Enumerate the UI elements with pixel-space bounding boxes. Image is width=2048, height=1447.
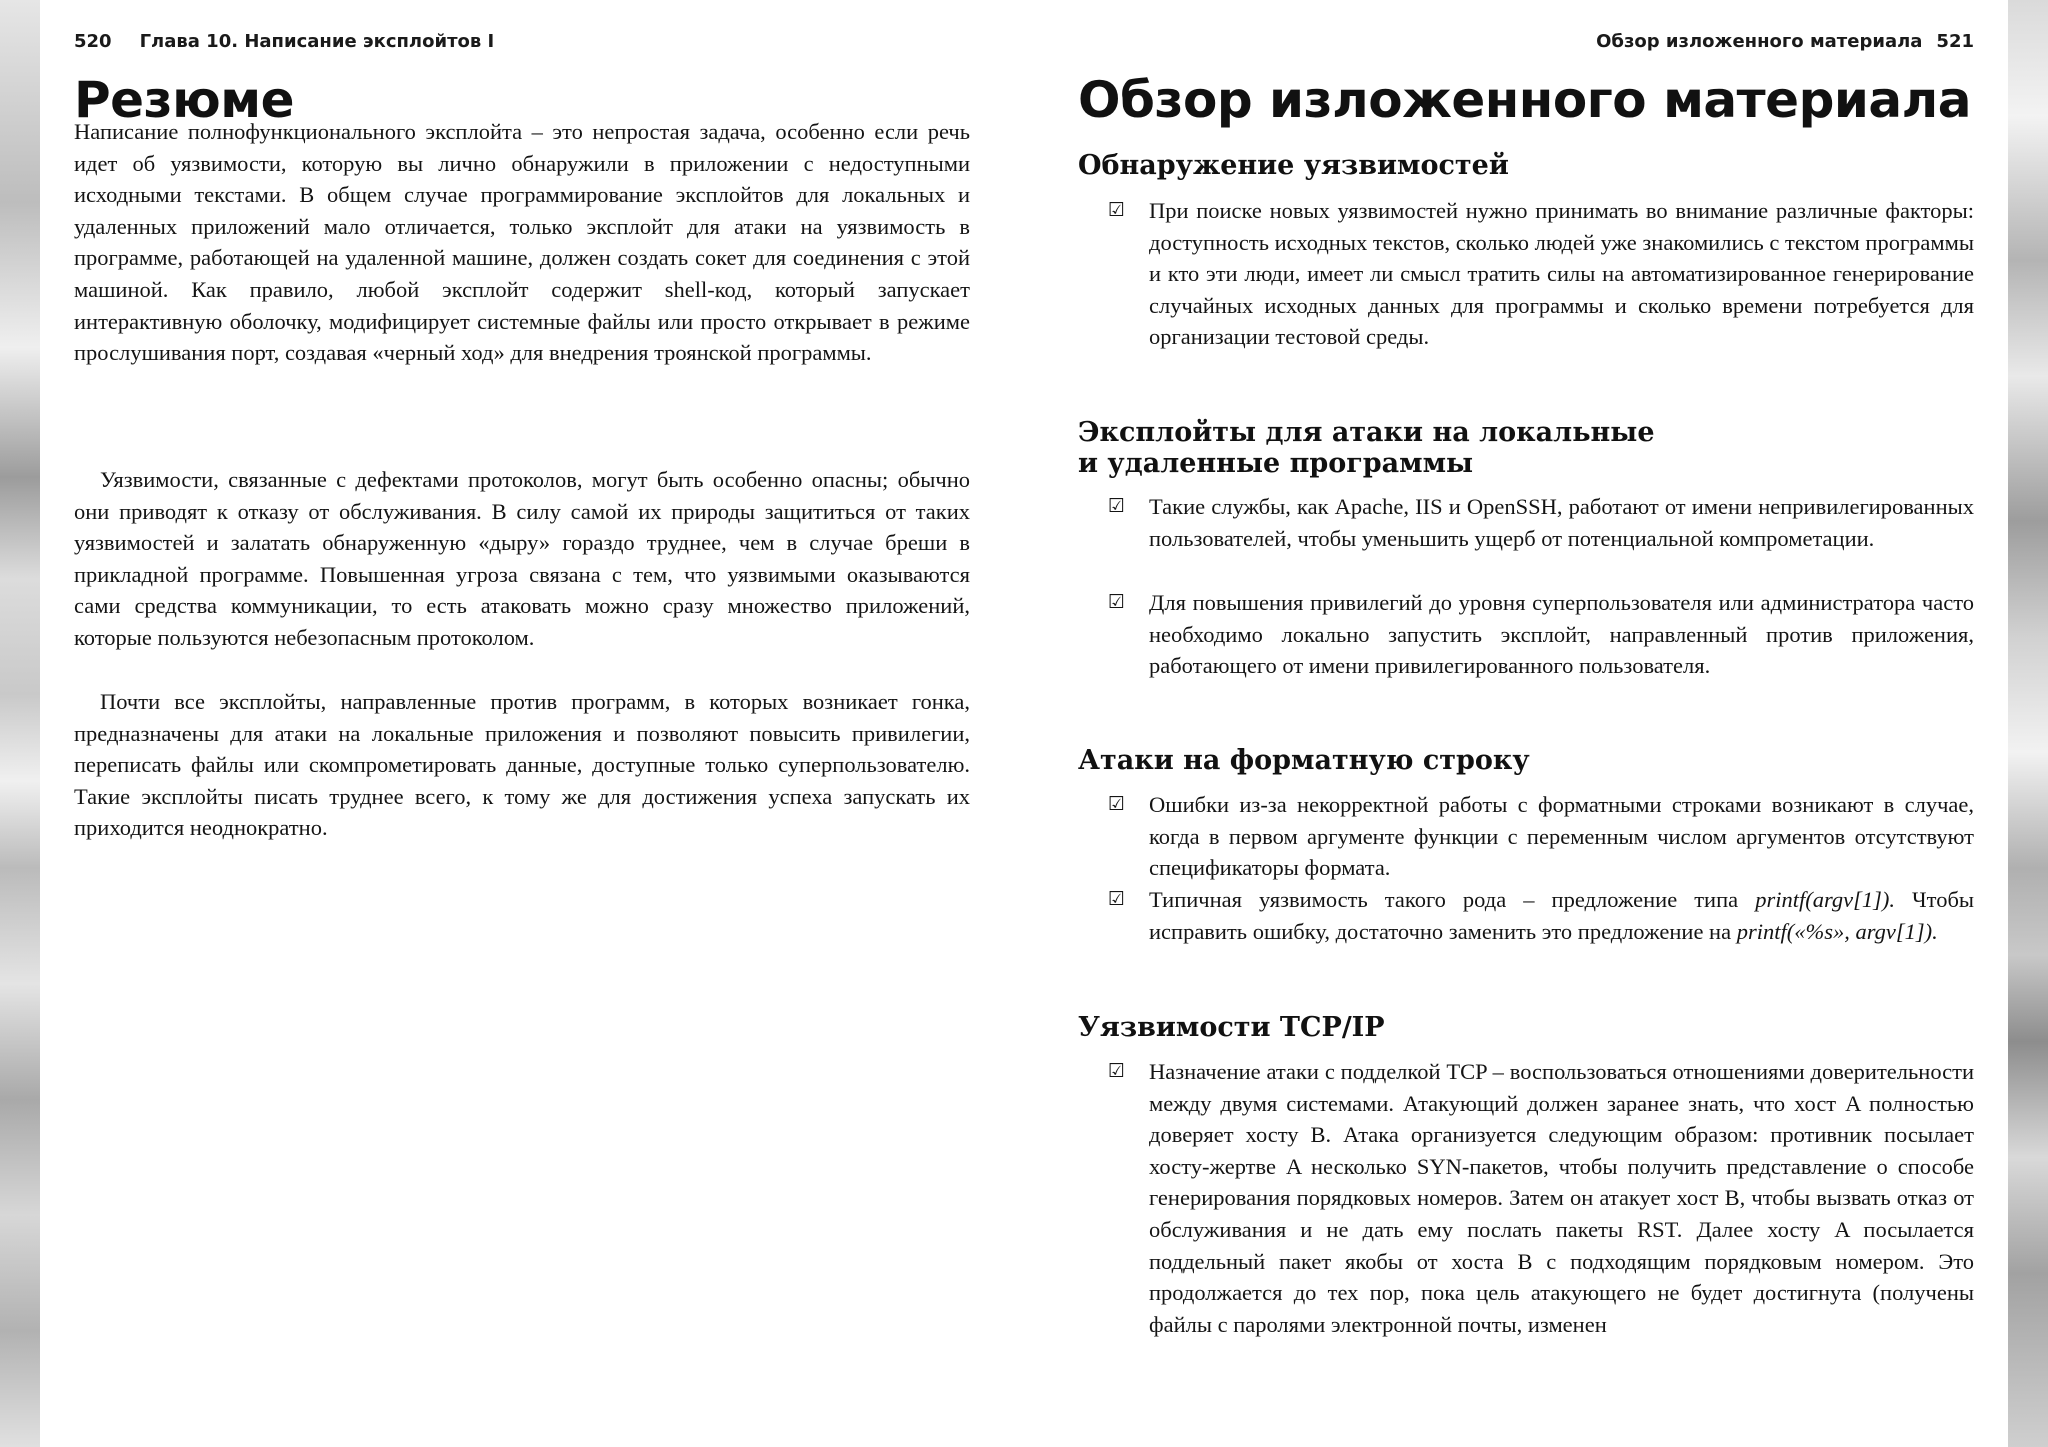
checkbox-icon: ☑	[1108, 495, 1126, 517]
subheading-line: Эксплойты для атаки на локальные	[1078, 417, 1655, 448]
list-item	[1078, 789, 1974, 884]
paragraph: Написание полнофункционального эксплойта – это непростая задача, особенно если речь идет об уязвимости, которую вы лично обнаружили в приложении с недоступными исходными текстами. В общем случае программирование эксплойтов для локальных и удаленных приложений мало отличается, только эксплойт для атаки на уязвимость в программе, работающей на удаленной машине, должен создать сокет для соединения с этой машиной. Как правило, любой эксплойт содержит shell-код, который запускает интерактивную оболочку, модифицирует системные файлы или просто открывает в режиме прослушивания порт, создавая «черный ход» для внедрения троянской программы.	[74, 119, 970, 366]
subheading-vulnerability-discovery: Обнаружение уязвимостей	[1078, 150, 1509, 181]
chapter-title: Глава 10. Написание эксплойтов I	[139, 31, 495, 52]
subheading-local-remote-exploits	[1078, 417, 1655, 479]
page-number-left: 520	[74, 31, 112, 52]
list-item	[1078, 491, 1974, 554]
subheading-tcp-ip-vulnerabilities: Уязвимости TCP/IP	[1078, 1012, 1385, 1043]
checkbox-icon: ☑	[1108, 199, 1126, 221]
page-edge-right	[2008, 0, 2048, 1447]
list-item-text-part: Типичная уязвимость такого рода – предложение типа	[1149, 887, 1756, 912]
section-title-review: Обзор изложенного материала	[1078, 71, 1971, 129]
list-item-text: При поиске новых уязвимостей нужно принимать во внимание различные факторы: доступность исходных текстов, сколько людей уже знакомились с текстом программы и кто эти люди, имеет ли смысл тратить силы на автоматизированное генерирование случайных исходных данных для программы и сколько времени потребуется для организации тестовой среды.	[1149, 198, 1974, 350]
code-snippet: printf(«%s», argv[1]).	[1736, 918, 1938, 944]
code-snippet: printf(argv[1]).	[1755, 887, 1895, 912]
paragraph: Уязвимости, связанные с дефектами протоколов, могут быть особенно опасны; обычно они приводят к отказу от обслуживания. В силу самой их природы защититься от таких уязвимостей и залатать обнаруженную «дыру» гораздо труднее, чем в случае бреши в прикладной программе. Повышенная угроза связана с тем, что уязвимыми оказываются сами средства коммуникации, то есть атаковать можно сразу множество приложений, которые пользуются небезопасным протоколом.	[74, 467, 970, 650]
list-item	[1078, 195, 1974, 353]
checkbox-icon: ☑	[1108, 591, 1126, 613]
list-item	[1078, 884, 1974, 947]
checkbox-icon: ☑	[1108, 1060, 1126, 1082]
paragraph: Почти все эксплойты, направленные против программ, в которых возникает гонка, предназначены для атаки на локальные приложения и позволяют повысить привилегии, переписать файлы или скомпрометировать данные, доступные только суперпользователю. Такие эксплойты писать труднее всего, к тому же для достижения успеха запускать их приходится неоднократно.	[74, 689, 970, 841]
right-page	[1078, 0, 1974, 1447]
subheading-line: и удаленные программы	[1078, 448, 1474, 479]
subheading-format-string-attacks: Атаки на форматную строку	[1078, 745, 1530, 776]
list-item-text: Такие службы, как Apache, IIS и OpenSSH, работают от имени непривилегированных пользователей, чтобы уменьшить ущерб от потенциальной компрометации.	[1149, 494, 1974, 551]
left-page	[74, 0, 970, 1447]
checkbox-icon: ☑	[1108, 888, 1126, 910]
running-head-left	[74, 31, 970, 52]
list-item	[1078, 1056, 1974, 1340]
section-running-title: Обзор изложенного материала	[1596, 31, 1923, 52]
list-item-text-part: Чтобы исправить ошибку, достаточно заменить это предложение на	[1149, 887, 1975, 944]
running-head-right	[1078, 31, 1974, 52]
list-item-text: Для повышения привилегий до уровня суперпользователя или администратора часто необходимо локально запустить эксплойт, направленный против приложения, работающего от имени привилегированного пользователя.	[1149, 590, 1974, 679]
list-item-text: Ошибки из-за некорректной работы с форматными строками возникают в случае, когда в первом аргументе функции с переменным числом аргументов отсутствуют спецификаторы формата.	[1149, 792, 1974, 881]
checkbox-icon: ☑	[1108, 793, 1126, 815]
page-edge-left	[0, 0, 40, 1447]
list-item	[1078, 587, 1974, 682]
list-item-text	[1149, 884, 1974, 947]
section-title-summary: Резюме	[74, 71, 294, 129]
page-number-right: 521	[1936, 31, 1974, 52]
list-item-text: Назначение атаки с подделкой TCP – воспользоваться отношениями доверительности между двумя системами. Атакующий должен заранее знать, что хост A полностью доверяет хосту B. Атака организуется следующим образом: противник посылает хосту-жертве A несколько SYN-пакетов, чтобы получить представление о способе генерирования порядковых номеров. Затем он атакует хост B, чтобы вызвать отказ от обслуживания и не дать ему послать пакеты RST. Далее хосту A посылается поддельный пакет якобы от хоста B с подходящим порядковым номером. Это продолжается до тех пор, пока цель атакующего не будет достигнута (получены файлы с паролями электронной почты, изменен	[1149, 1059, 1974, 1337]
